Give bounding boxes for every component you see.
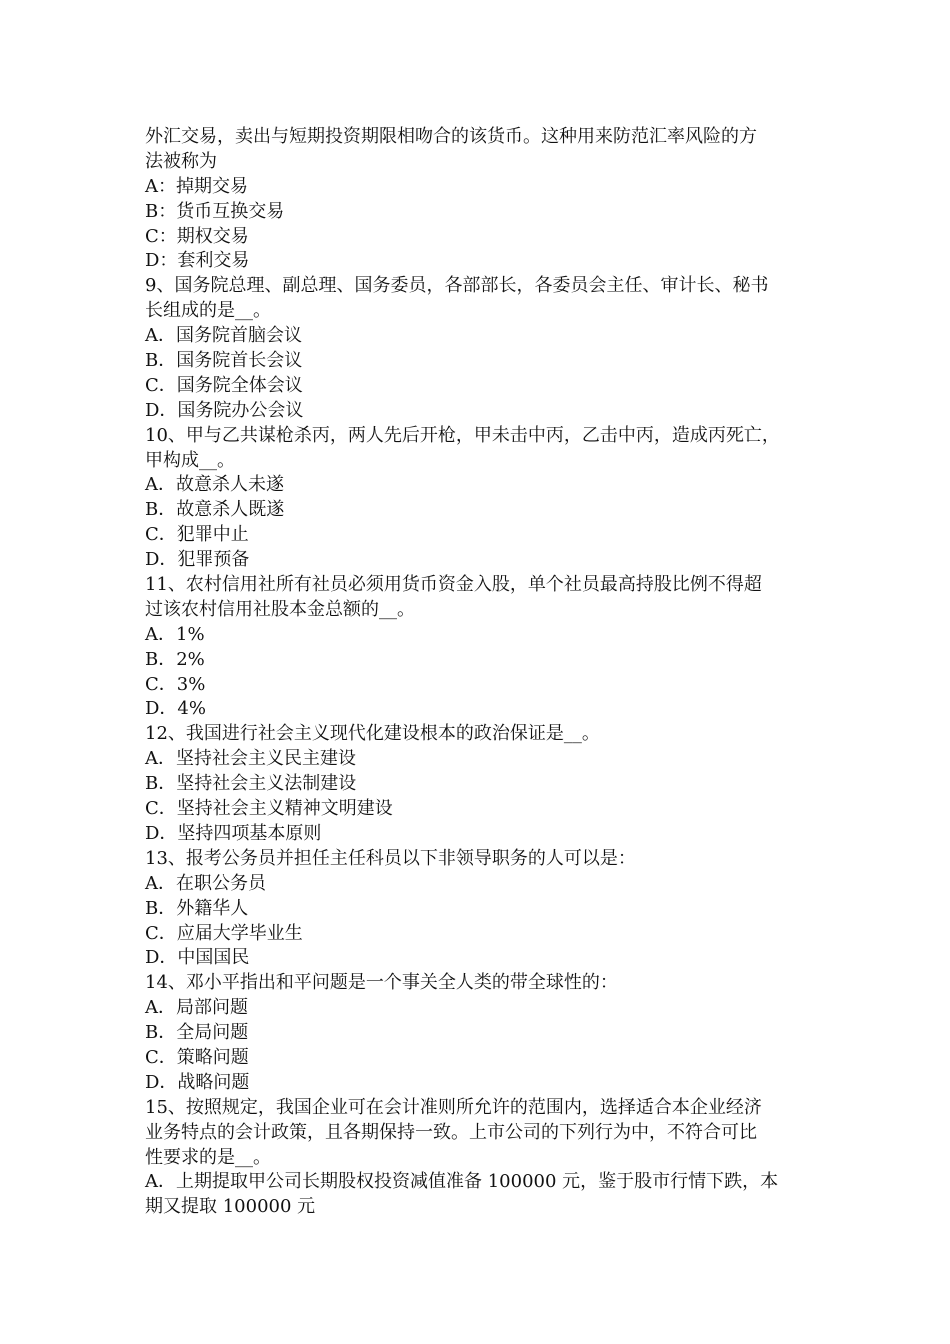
question-line: 性要求的是__。	[145, 1146, 271, 1168]
question-line: 甲构成__。	[145, 449, 235, 471]
option-line: A．局部问题	[145, 997, 248, 1019]
option-line: C．策略问题	[145, 1046, 249, 1068]
option-line: C．3%	[145, 673, 206, 695]
question-line: 9、国务院总理、副总理、国务委员，各部部长，各委员会主任、审计长、秘书	[145, 275, 769, 297]
question-line: 11、农村信用社所有社员必须用货币资金入股，单个社员最高持股比例不得超	[145, 574, 762, 596]
option-line: C．国务院全体会议	[145, 374, 303, 396]
option-line: A：掉期交易	[145, 175, 248, 197]
option-line: C．应届大学毕业生	[145, 922, 303, 944]
option-line: D．4%	[145, 698, 206, 720]
option-line: B．全局问题	[145, 1022, 249, 1044]
text-line: 外汇交易，卖出与短期投资期限相吻合的该货币。这种用来防范汇率风险的方	[145, 126, 757, 147]
question-line: 15、按照规定，我国企业可在会计准则所允许的范围内，选择适合本企业经济	[145, 1096, 762, 1118]
option-line: A．在职公务员	[145, 872, 266, 894]
question-line: 长组成的是__。	[145, 300, 271, 322]
document-body	[145, 125, 825, 1220]
option-line: B．故意杀人既遂	[145, 499, 285, 521]
question-line: 13、报考公务员并担任主任科员以下非领导职务的人可以是：	[145, 847, 636, 869]
option-line: B．国务院首长会议	[145, 350, 303, 372]
option-line: D．战略问题	[145, 1071, 250, 1093]
option-line: D．国务院办公会议	[145, 399, 304, 421]
option-line: A．故意杀人未遂	[145, 474, 284, 496]
option-line: C．犯罪中止	[145, 524, 249, 546]
option-line: A．1%	[145, 623, 205, 645]
option-line: B．坚持社会主义法制建设	[145, 773, 357, 795]
option-line: A．国务院首脑会议	[145, 325, 302, 347]
option-line: A．坚持社会主义民主建设	[145, 748, 356, 770]
question-line: 10、甲与乙共谋枪杀丙，两人先后开枪，甲未击中丙，乙击中丙，造成丙死亡，	[145, 424, 780, 446]
option-line: A．上期提取甲公司长期股权投资减值准备 100000 元，鉴于股市行情下跌，本	[145, 1171, 779, 1193]
option-line: B：货币互换交易	[145, 200, 285, 222]
option-line: D：套利交易	[145, 250, 250, 272]
option-line: 期又提取 100000 元	[145, 1196, 316, 1218]
option-line: D．中国国民	[145, 947, 250, 969]
option-line: D．犯罪预备	[145, 549, 250, 571]
question-line: 过该农村信用社股本金总额的__。	[145, 598, 415, 620]
question-line: 14、邓小平指出和平问题是一个事关全人类的带全球性的：	[145, 972, 618, 994]
option-line: D．坚持四项基本原则	[145, 822, 322, 844]
option-line: B．外籍华人	[145, 897, 249, 919]
option-line: B．2%	[145, 648, 205, 670]
question-line: 业务特点的会计政策，且各期保持一致。上市公司的下列行为中，不符合可比	[145, 1121, 757, 1143]
option-line: C：期权交易	[145, 225, 249, 247]
question-line: 12、我国进行社会主义现代化建设根本的政治保证是__。	[145, 723, 600, 745]
option-line: C．坚持社会主义精神文明建设	[145, 798, 393, 820]
text-line: 法被称为	[145, 150, 217, 172]
